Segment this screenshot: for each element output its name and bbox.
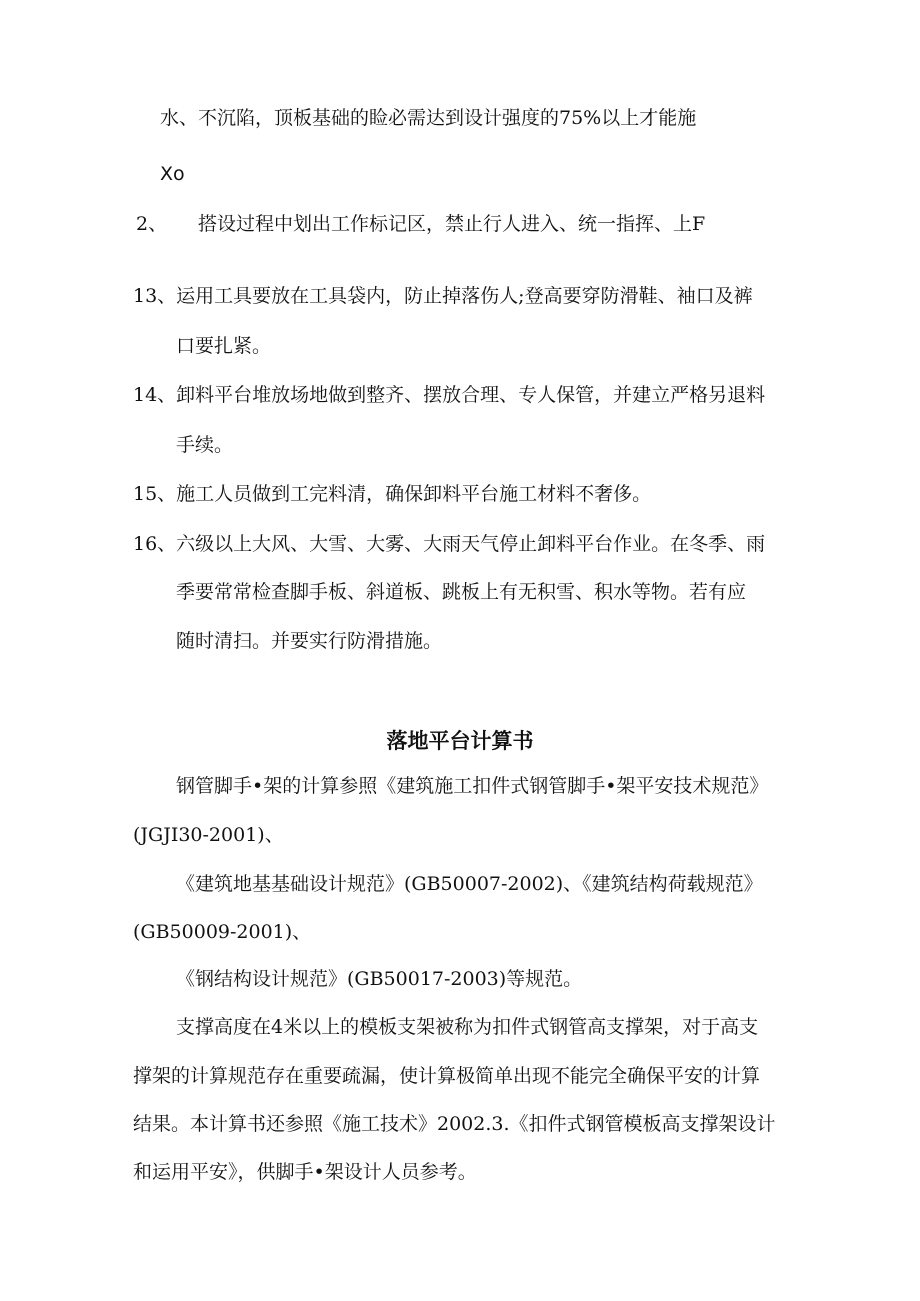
p3-line1: 《钢结构设计规范》(GB50017-2003)等规范。 [176, 968, 583, 990]
continuation-line: 水、不沉陷，顶板基础的睑必需达到设计强度的75%以上才能施 [160, 107, 697, 129]
item-16-line3: 随时清扫。并要实行防滑措施。 [176, 630, 443, 652]
continuation-tail: Xo [160, 163, 185, 185]
p2-line1: 《建筑地基基础设计规范》(GB50007-2002)、《建筑结构荷载规范》 [176, 873, 763, 895]
p4-line1: 支撑高度在4米以上的模板支架被称为扣件式钢管高支撑架，对于高支 [176, 1016, 759, 1038]
section-title: 落地平台计算书 [386, 729, 534, 753]
p4-line4: 和运用平安》，供脚手•架设计人员参考。 [133, 1161, 477, 1183]
p1-line2: (JGJI30-2001)、 [133, 824, 284, 846]
item-2-number: 2、 [136, 213, 168, 235]
p4-line3: 结果。本计算书还参照《施工技术》2002.3.《扣件式钢管模板高支撑架设计 [133, 1113, 776, 1135]
item-13-line1: 13、运用工具要放在工具袋内，防止掉落伤人;登高要穿防滑鞋、袖口及裤 [133, 285, 753, 307]
item-16-line2: 季要常常检查脚手板、斜道板、跳板上有无积雪、积水等物。若有应 [176, 581, 747, 603]
item-14-line1: 14、卸料平台堆放场地做到整齐、摆放合理、专人保管，并建立严格另退料 [133, 384, 766, 406]
item-2-text: 搭设过程中划出工作标记区，禁止行人进入、统一指挥、上F [198, 213, 706, 235]
item-14-line2: 手续。 [176, 434, 234, 456]
item-13-line2: 口要扎紧。 [176, 335, 272, 357]
p4-line2: 撑架的计算规范存在重要疏漏，使计算极简单出现不能完全确保平安的计算 [133, 1065, 761, 1087]
p1-line1: 钢管脚手•架的计算参照《建筑施工扣件式钢管脚手•架平安技术规范》 [176, 775, 769, 797]
item-15-line1: 15、施工人员做到工完料清，确保卸料平台施工材料不奢侈。 [133, 483, 652, 505]
p2-line2: (GB50009-2001)、 [133, 921, 312, 943]
item-16-line1: 16、六级以上大风、大雪、大雾、大雨天气停止卸料平台作业。在冬季、雨 [133, 533, 766, 555]
